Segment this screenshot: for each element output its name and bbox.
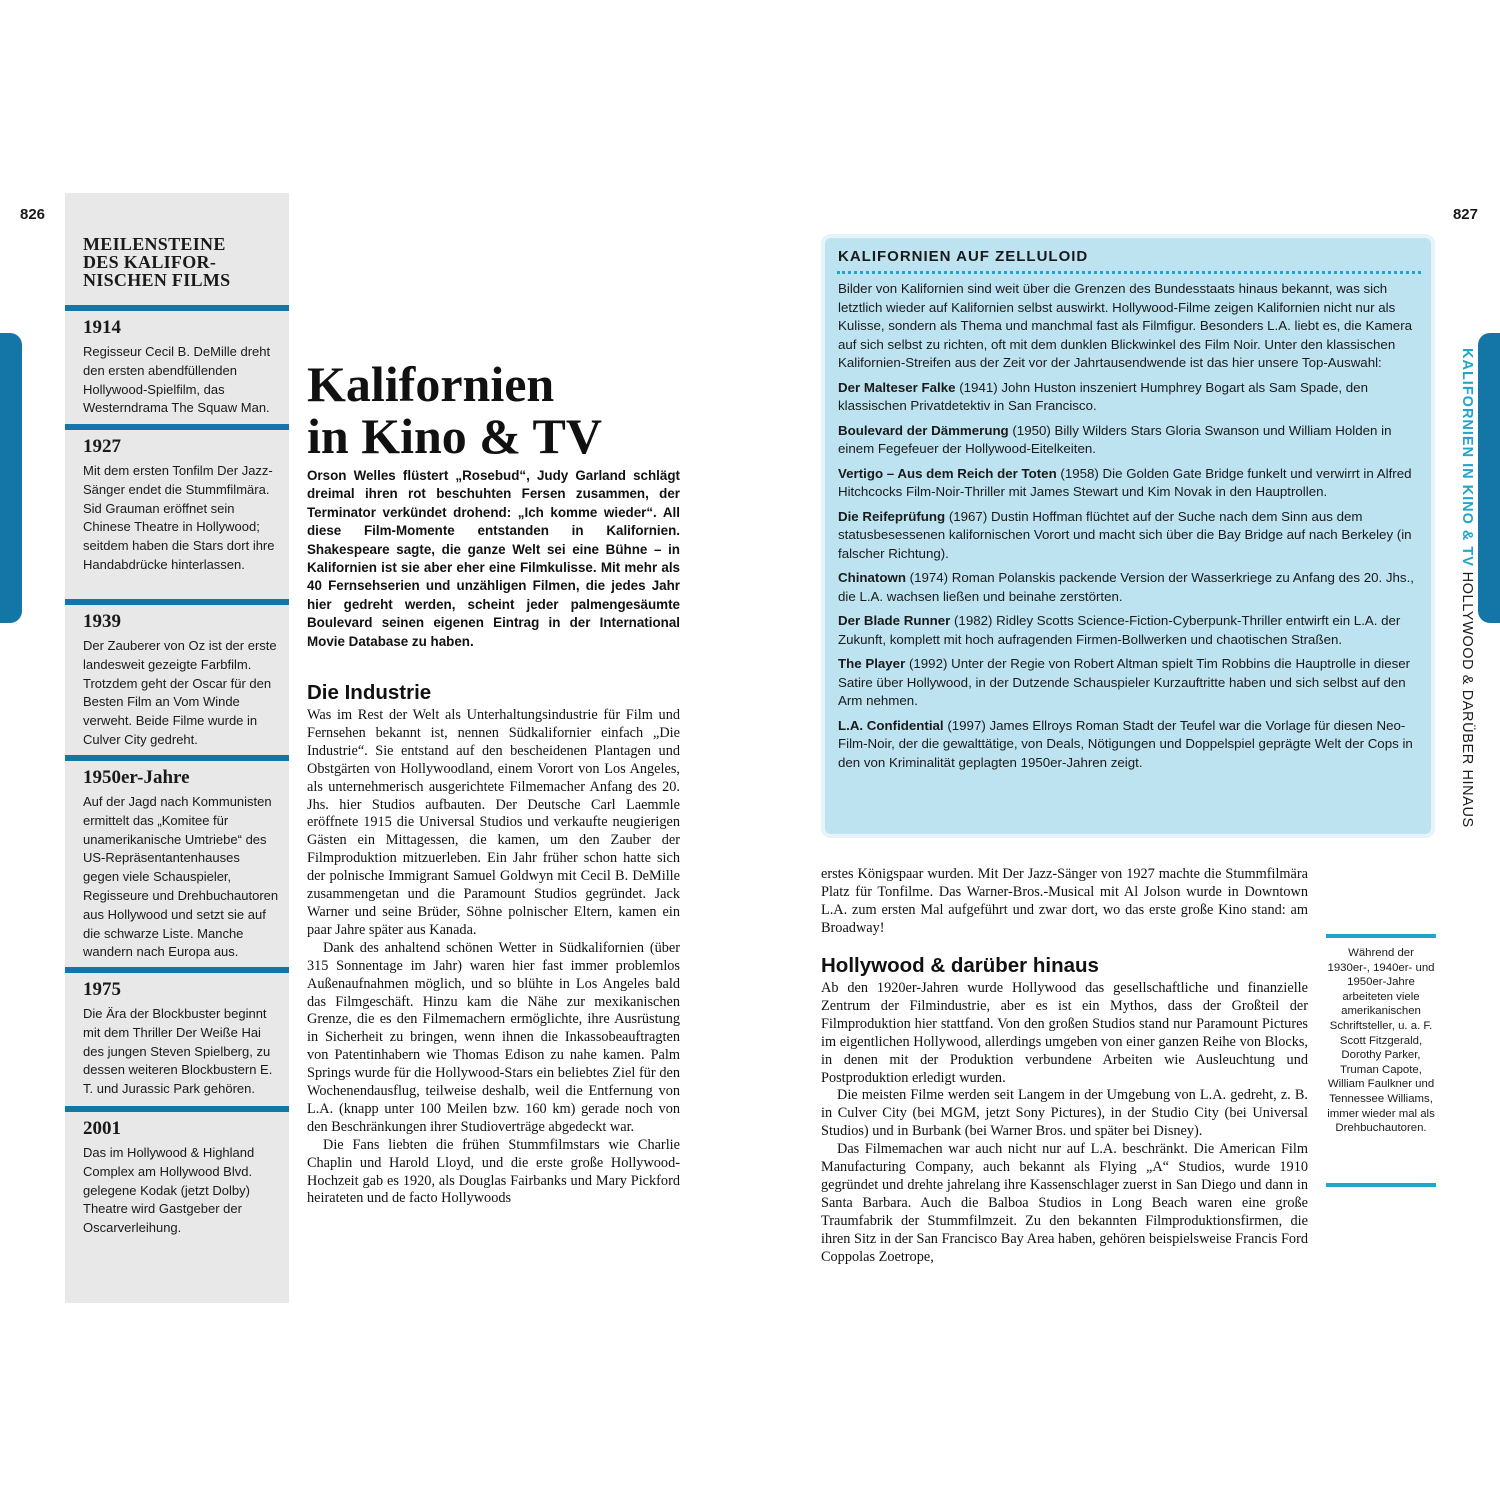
film-entry xyxy=(838,655,1420,711)
milestones-sidebar xyxy=(65,193,289,1303)
film-title: Der Malteser Falke xyxy=(838,379,956,395)
film-entry xyxy=(838,422,1420,459)
milestone-divider xyxy=(65,424,289,430)
running-head xyxy=(1453,348,1475,848)
film-title: Boulevard der Dämmerung xyxy=(838,422,1009,438)
body-paragraph: Was im Rest der Welt als Unterhaltungsindustrie für Film und Fernsehen bekannt ist, nennen Südkalifornier einfach „Die Industrie“. Sie entstand auf den bescheidenen Plantagen und Obstgärten von Hollywoodland, einem Vorort von Los Angeles, als unternehmerisch ausgerichtete Filmemacher Anfang des 20. Jhs. hier Studios aufbauten. Der Deutsche Carl Laemmle eröffnete 1915 die Universal Studios und verkaufte neugierigen Gästen ein Mittagessen, die kamen, um den Zauber der Filmproduktion mitzuerleben. Ein Jahr früher schon hatte sich der polnische Immigrant Samuel Goldwyn mit Cecil B. DeMille zusammengetan und die Paramount Studios gegründet. Jack Warner und seine Brüder, Söhne polnischer Eltern, kamen ein paar Jahre später aus Kanada. xyxy=(307,707,680,938)
milestone-text: Der Zauberer von Oz ist der erste landesweit gezeigte Farbfilm. Trotzdem geht der Oscar für den Besten Film an Vom Winde verweht. Beide Filme wurde in Culver City gedreht. xyxy=(83,638,277,747)
milestone-year: 1950er-Jahre xyxy=(83,767,190,788)
film-title: Der Blade Runner xyxy=(838,613,951,628)
milestone-text: Die Ära der Blockbuster beginnt mit dem Thriller Der Weiße Hai des jungen Steven Spielberg, zu dessen weiteren Blockbustern E. T. und Jurassic Park gehören. xyxy=(83,1006,273,1097)
film-description: (1958) Die Golden Gate Bridge funkelt und verwirrt in Alfred Hitchcocks Film-Noir-Thriller mit James Stewart und Kim Novak in den Hauptrollen. xyxy=(838,465,1412,499)
article-continuation xyxy=(821,866,1308,938)
feature-box-zelluloid xyxy=(821,234,1435,838)
feature-body xyxy=(838,280,1420,778)
milestone-divider xyxy=(65,1106,289,1112)
milestone-year: 1939 xyxy=(83,611,121,632)
sidebar-title-line: DES KALIFOR- xyxy=(83,252,217,272)
sidebar-title xyxy=(83,235,283,289)
article-title xyxy=(307,358,707,462)
film-entry xyxy=(838,465,1420,502)
milestone-year: 1914 xyxy=(83,317,121,338)
film-entry xyxy=(838,569,1420,606)
milestone-text: Regisseur Cecil B. DeMille dreht den ersten abendfüllenden Hollywood-Spielfilm, das Westerndrama The Squaw Man. xyxy=(83,344,271,416)
left-page-number: 826 xyxy=(20,206,46,223)
margin-note: Während der 1930er-, 1940er- und 1950er-Jahre arbeiteten viele amerikanischen Schriftsteller, u. a. F. Scott Fitzgerald, Dorothy Parker, Truman Capote, William Faulkner und Tennessee Williams, immer wieder mal als Drehbuchautoren. xyxy=(1327,947,1435,1135)
film-description: (1982) Ridley Scotts Science-Fiction-Cyberpunk-Thriller entwirft ein L.A. der Zukunft, komplett mit hoch aufragenden Firmen-Bollwerken und chaotischen Straßen. xyxy=(838,613,1401,647)
margin-note-bottom-rule xyxy=(1326,1183,1436,1187)
film-description: (1941) John Huston inszeniert Humphrey Bogart als Sam Spade, den klassischen Privatdetektiv in San Francisco. xyxy=(838,379,1368,413)
film-description: (1967) Dustin Hoffman flüchtet auf der Suche nach dem Sinn aus dem statusbesessenen kalifornischen Vorort und macht sich über die Bay Bridge auf nach Berkeley (in falscher Richtung). xyxy=(838,508,1412,561)
margin-note-top-rule xyxy=(1326,934,1436,938)
milestone-year: 1975 xyxy=(83,979,121,1000)
milestone-text: Mit dem ersten Tonfilm Der Jazz-Sänger endet die Stummfilmära. Sid Grauman eröffnet sein Chinese Theatre in Hollywood; seitdem haben die Stars dort ihre Handabdrücke hinterlassen. xyxy=(83,463,275,572)
film-description: (1992) Unter der Regie von Robert Altman spielt Tim Robbins die Hauptrolle in dieser Satire über Hollywood, in der Dutzende Schauspieler Kurzauftritte haben und sich selbst auf den Arm nehmen. xyxy=(838,656,1411,708)
left-edge-tab xyxy=(0,333,22,623)
film-description: (1974) Roman Polanskis packende Version der Wasserkriege zu Anfang des 20. Jhs., die L.A. wachsen ließen und beinahe zerstörten. xyxy=(838,570,1414,604)
body-paragraph: Die Fans liebten die frühen Stummfilmstars wie Charlie Chaplin und Harold Lloyd, und die erste große Hollywood-Hochzeit gab es 1920, als Douglas Fairbanks und Mary Pickford heirateten und de facto Hollywoods xyxy=(307,1136,680,1207)
article-title-line: Kalifornien xyxy=(307,356,555,412)
feature-dotted-rule xyxy=(837,271,1421,274)
body-paragraph: Das Filmemachen war auch nicht nur auf L.A. beschränkt. Die American Film Manufacturing Company, auch bekannt als Flying „A“ Studios, wurde 1910 gegründet und drehte jahrelang ihre Kassenschlager zuerst in San Diego und dann in Santa Barbara. Auch die Balboa Studios in Long Beach waren eine große Traumfabrik der Stummfilmzeit. Zu den bekannten Filmproduktionsfirmen, die ihren Sitz in der San Francisco Bay Area haben, gehören beispielsweise Francis Ford Coppolas Zoetrope, xyxy=(821,1141,1308,1265)
section-heading-industry: Die Industrie xyxy=(307,681,432,704)
milestone-divider xyxy=(65,967,289,973)
milestone-year: 1927 xyxy=(83,436,121,457)
film-description: (1950) Billy Wilders Stars Gloria Swanson und William Holden in einem Fegefeuer der Hollywood-Eitelkeiten. xyxy=(838,422,1392,456)
milestone-year: 2001 xyxy=(83,1118,121,1139)
right-edge-tab xyxy=(1478,333,1500,623)
milestone-text: Auf der Jagd nach Kommunisten ermittelt das „Komitee für unamerikanische Umtriebe“ des US-Repräsentantenhauses gegen viele Schauspieler, Regisseure und Drehbuchautoren aus Hollywood und setzt sie auf die schwarze Liste. Manche wandern nach Europa aus. xyxy=(83,794,279,960)
sidebar-title-line: NISCHEN FILMS xyxy=(83,270,231,290)
film-title: Vertigo – Aus dem Reich der Toten xyxy=(838,465,1057,481)
milestone-divider xyxy=(65,599,289,605)
film-title: The Player xyxy=(838,656,906,671)
film-title: Chinatown xyxy=(838,570,906,585)
feature-title: KALIFORNIEN AUF ZELLULOID xyxy=(838,248,1089,265)
right-page-number: 827 xyxy=(1452,206,1478,223)
running-head-section: HOLLYWOOD & DARÜBER HINAUS xyxy=(1459,571,1475,828)
article-intro: Orson Welles flüstert „Rosebud“, Judy Garland schlägt dreimal ihren rot beschuhten Fersen zusammen, der Terminator verkündet drohend: „Ich komme wieder“. All diese Film-Momente entstanden in Kalifornien. Shakespeare sagte, die ganze Welt sei eine Bühne – in Kalifornien ist sie aber eher eine Filmkulisse. Mit mehr als 40 Fernsehserien und unzähligen Filmen, die jedes Jahr hier gedreht werden, scheint jeder palmengesäumte Boulevard seinen eigenen Eintrag in der International Movie Database zu haben. xyxy=(307,468,680,649)
film-entry xyxy=(838,612,1420,649)
section-heading-hollywood: Hollywood & darüber hinaus xyxy=(821,954,1099,977)
body-paragraph: Dank des anhaltend schönen Wetter in Südkalifornien (über 315 Sonnentage im Jahr) waren hier fast immer problemlos Außenaufnahmen möglich, und so blühte in Los Angeles bald das Filmgeschäft. Hinzu kam die Nähe zur mexikanischen Grenze, die es den Filmemachern ermöglichte, ihre Ausrüstung in Sicherheit zu bringen, wenn ihnen die Inkassobeauftragten von Patentinhabern wie Thomas Edison zu nahe kamen. Palm Springs wurde für die Hollywood-Stars ein beliebtes Ziel für den Wochenendausflug, teilweise deshalb, weil die Entfernung von L.A. (knapp unter 100 Meilen bzw. 160 km) gerade noch von den Beschränkungen ihrer Studioverträge abgedeckt war. xyxy=(307,939,680,1135)
body-paragraph: erstes Königspaar wurden. Mit Der Jazz-Sänger von 1927 machte die Stummfilmära Platz für Tonfilme. Das Warner-Bros.-Musical mit Al Jolson wurde in Downtown L.A. zum ersten Mal aufgeführt und zwar dort, wo das erste große Kino stand: am Broadway! xyxy=(821,866,1308,936)
milestone-divider xyxy=(65,305,289,311)
film-entry xyxy=(838,379,1420,416)
film-title: Die Reifeprüfung xyxy=(838,508,946,524)
feature-intro: Bilder von Kalifornien sind weit über die Grenzen des Bundesstaats hinaus bekannt, was sich letztlich wieder auf Kalifornien selbst auswirkt. Hollywood-Filme zeigen Kalifornien nicht nur als Kulisse, sondern als Thema und manchmal fast als Filmfigur. Besonders L.A. liebt es, die Kamera auf sich selbst zu richten, oft mit dem dunklen Blickwinkel des Film Noir. Unter den klassischen Kalifornien-Streifen aus der Zeit vor der Jahrtausendwende ist das hier unsere Top-Auswahl: xyxy=(838,281,1413,370)
body-paragraph: Die meisten Filme werden seit Langem in der Umgebung von L.A. gedreht, z. B. in Culver City (bei MGM, jetzt Sony Pictures), in der Studio City (bei Universal Studios) und in Burbank (bei Warner Bros. und später bei Disney). xyxy=(821,1087,1308,1140)
film-description: (1997) James Ellroys Roman Stadt der Teufel war die Vorlage für diesen Neo-Film-Noir, der die gewalttätige, von Deals, Nötigungen und Doppelspiel geprägte Welt der Cops in den von Kriminalität geplagten 1950er-Jahren zeigt. xyxy=(838,717,1413,770)
film-entry xyxy=(838,717,1420,773)
article-title-line: in Kino & TV xyxy=(307,408,602,464)
milestone-divider xyxy=(65,755,289,761)
running-head-chapter: KALIFORNIEN IN KINO & TV xyxy=(1459,348,1475,567)
sidebar-title-line: MEILENSTEINE xyxy=(83,234,226,254)
section-body-industry xyxy=(307,707,680,1208)
film-title: L.A. Confidential xyxy=(838,717,944,733)
film-entry xyxy=(838,508,1420,564)
body-paragraph: Ab den 1920er-Jahren wurde Hollywood das gesellschaftliche und finanzielle Zentrum der Filmindustrie, aber es ist ein Mythos, dass der Großteil der Filmproduktion hier stattfand. Von den großen Studios stand nur Paramount Pictures im eigentlichen Hollywood, allerdings umgeben von einer ganzen Reihe von Blocks, in denen mit der Produktion verbundene Arbeiten wie Ausleuchtung und Postproduktion erledigt wurden. xyxy=(821,980,1308,1086)
section-body-hollywood xyxy=(821,980,1308,1267)
milestone-text: Das im Hollywood & Highland Complex am Hollywood Blvd. gelegene Kodak (jetzt Dolby) Theatre wird Gastgeber der Oscarverleihung. xyxy=(83,1145,255,1236)
